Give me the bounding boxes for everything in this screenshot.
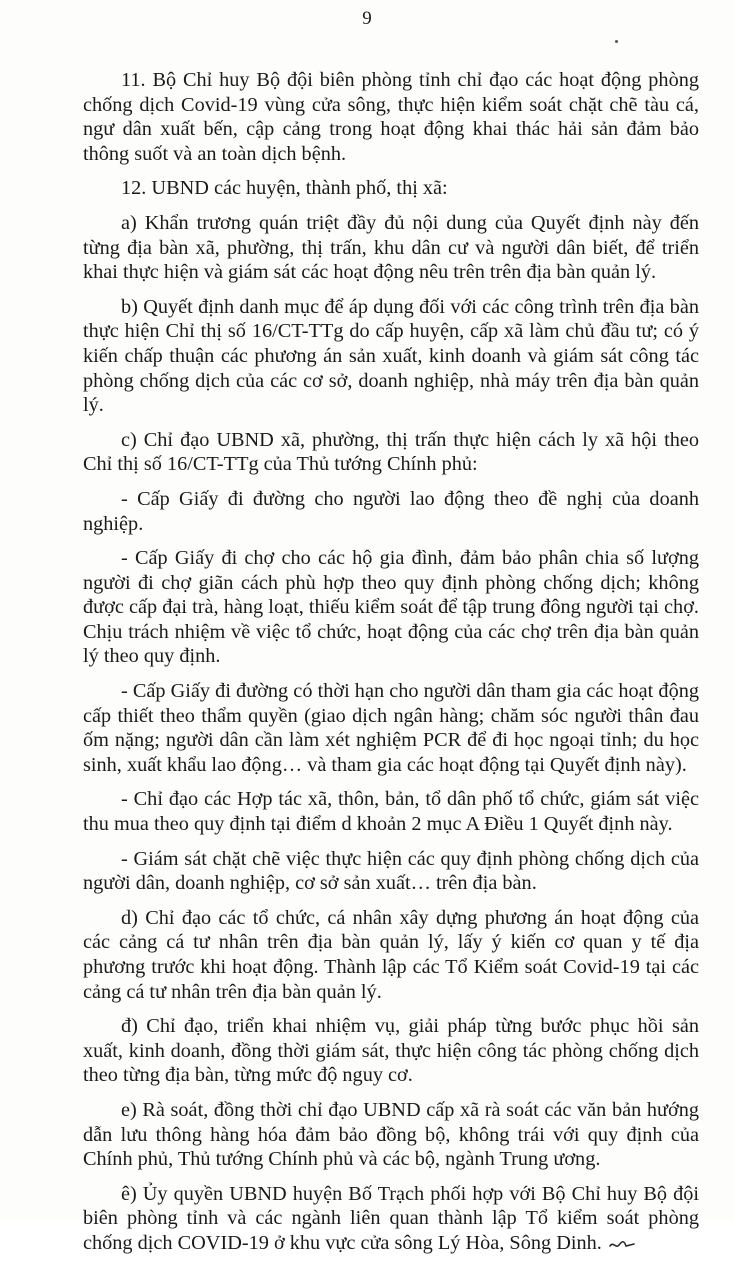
paragraph-12c-bullet-3: - Cấp Giấy đi đường có thời hạn cho người dân tham gia các hoạt động cấp thiết theo thẩm quyền (giao dịch ngân hàng; chăm sóc người thân đau ốm nặng; người dân cần làm xét nghiệm PCR để đi học ngoại tỉnh; du học sinh, xuất khẩu lao động… và tham gia các hoạt động tại Quyết định này). xyxy=(83,680,699,776)
paragraph-12ee xyxy=(83,1182,699,1256)
paragraph-12a: a) Khẩn trương quán triệt đầy đủ nội dung của Quyết định này đến từng địa bàn xã, phường, thị trấn, khu dân cư và người dân biết, để triển khai thực hiện và giám sát các hoạt động nêu trên trên địa bàn quản lý. xyxy=(83,211,699,284)
paragraph-12ee-text: ê) Ủy quyền UBND huyện Bố Trạch phối hợp với Bộ Chỉ huy Bộ đội biên phòng tỉnh và các ngành liên quan thành lập Tổ kiểm soát phòng chống dịch COVID-19 ở khu vực cửa sông Lý Hòa, Sông Dinh. xyxy=(83,1182,699,1254)
paragraph-12b: b) Quyết định danh mục để áp dụng đối với các công trình trên địa bàn thực hiện Chỉ thị số 16/CT-TTg do cấp huyện, cấp xã làm chủ đầu tư; có ý kiến chấp thuận các phương án sản xuất, kinh doanh và giám sát công tác phòng chống dịch của các cơ sở, doanh nghiệp, nhà máy trên địa bàn quản lý. xyxy=(83,295,699,417)
paragraph-12c-bullet-1: - Cấp Giấy đi đường cho người lao động theo đề nghị của doanh nghiệp. xyxy=(83,487,699,535)
paragraph-11: 11. Bộ Chỉ huy Bộ đội biên phòng tỉnh chỉ đạo các hoạt động phòng chống dịch Covid-19 vùng cửa sông, thực hiện kiểm soát chặt chẽ tàu cá, ngư dân xuất bến, cập cảng trong hoạt động khai thác hải sản đảm bảo thông suốt và an toàn dịch bệnh. xyxy=(83,69,699,165)
paragraph-12c-bullet-5: - Giám sát chặt chẽ việc thực hiện các quy định phòng chống dịch của người dân, doanh nghiệp, cơ sở sản xuất… trên địa bàn. xyxy=(83,847,699,895)
scan-speck xyxy=(615,40,618,43)
paragraph-12dd: đ) Chỉ đạo, triển khai nhiệm vụ, giải pháp từng bước phục hồi sản xuất, kinh doanh, đồng thời giám sát, thực hiện công tác phòng chống dịch theo từng địa bàn, từng mức độ nguy cơ. xyxy=(83,1015,699,1087)
paragraph-12: 12. UBND các huyện, thành phố, thị xã: xyxy=(121,177,448,200)
paragraph-12c-bullet-4: - Chỉ đạo các Hợp tác xã, thôn, bản, tổ dân phố tổ chức, giám sát việc thu mua theo quy định tại điểm d khoản 2 mục A Điều 1 Quyết định này. xyxy=(83,788,699,836)
page-number: 9 xyxy=(362,8,372,29)
paragraph-12c-bullet-2: - Cấp Giấy đi chợ cho các hộ gia đình, đảm bảo phân chia số lượng người đi chợ giãn cách phù hợp theo quy định phòng chống dịch; không được cấp đại trà, hàng loạt, thiếu kiểm soát để tập trung đông người tại chợ. Chịu trách nhiệm về việc tổ chức, hoạt động của các chợ trên địa bàn quản lý theo quy định. xyxy=(83,547,699,668)
paragraph-12c: c) Chỉ đạo UBND xã, phường, thị trấn thực hiện cách ly xã hội theo Chỉ thị số 16/CT-TTg của Thủ tướng Chính phủ: xyxy=(83,428,699,476)
document-body xyxy=(83,68,699,1266)
paragraph-12d: d) Chỉ đạo các tổ chức, cá nhân xây dựng phương án hoạt động của các cảng cá tư nhân trên địa bàn quản lý, lấy ý kiến cơ quan y tế địa phương trước khi hoạt động. Thành lập các Tổ Kiểm soát Covid-19 tại các cảng cá tư nhân trên địa bàn quản lý. xyxy=(83,906,699,1003)
paragraph-12e: e) Rà soát, đồng thời chỉ đạo UBND cấp xã rà soát các văn bản hướng dẫn lưu thông hàng hóa đảm bảo đồng bộ, không trái với quy định của Chính phủ, Thủ tướng Chính phủ và các bộ, ngành Trung ương. xyxy=(83,1098,699,1171)
handwritten-initial-mark xyxy=(608,1237,636,1251)
